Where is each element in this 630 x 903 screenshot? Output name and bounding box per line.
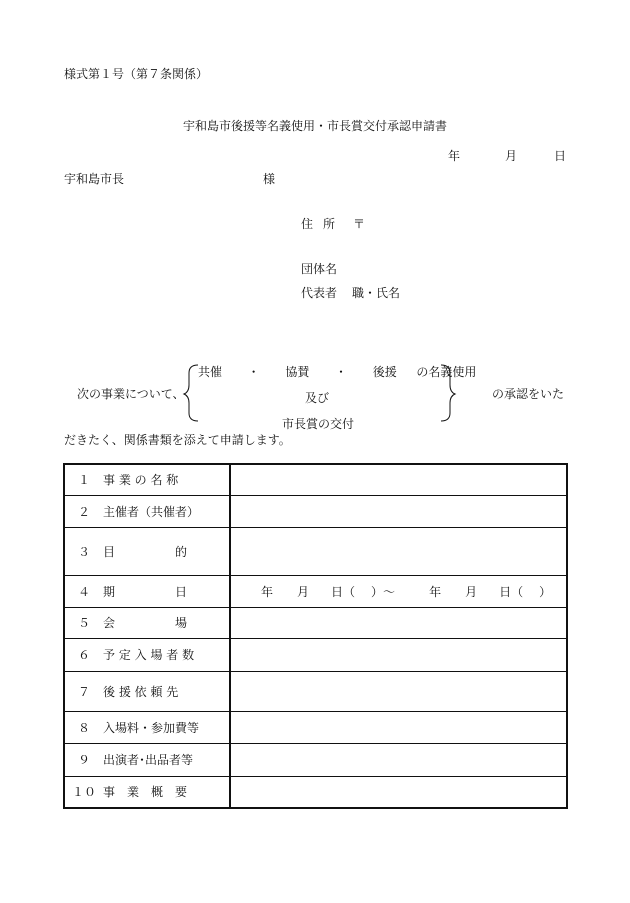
table-row (64, 607, 567, 638)
request-prefix: 次の事業について、 (77, 387, 185, 401)
row-label-support-requested-from: 後 援 依 頼 先 (103, 684, 179, 699)
row-number: ９ (77, 753, 90, 767)
support-requested-from-field[interactable] (230, 671, 567, 711)
organization-label: 団体名 (301, 262, 338, 276)
form-number: 様式第１号（第７条関係） (64, 67, 209, 81)
purpose-field[interactable] (230, 527, 567, 575)
date-day-label: 日 (554, 149, 567, 163)
table-row (64, 527, 567, 575)
end-day: 日（ (499, 584, 524, 599)
table-row (64, 638, 567, 671)
row-number: ４ (77, 584, 90, 599)
performers-field[interactable] (230, 743, 567, 776)
end-month: 月 (465, 584, 478, 599)
request-suffix: の承認をいた (492, 387, 565, 401)
addressee: 宇和島市長 (64, 172, 125, 186)
address-label: 住所 (301, 217, 346, 231)
postal-mark: 〒 (353, 217, 366, 231)
table-row (64, 776, 567, 808)
event-name-field[interactable] (230, 464, 567, 495)
row-label-event-name: 事 業 の 名 称 (103, 473, 179, 488)
date-field[interactable] (230, 575, 567, 607)
left-bracket (184, 365, 198, 421)
table-row (64, 464, 567, 495)
start-year: 年 (261, 584, 274, 599)
table-row (64, 711, 567, 743)
request-options (198, 366, 476, 378)
row-label-fees: 入場料・参加費等 (103, 720, 200, 735)
option-support: 協賛 (285, 365, 310, 379)
row-number: ７ (77, 684, 90, 699)
fees-field[interactable] (230, 711, 567, 743)
row-label-venue: 会 場 (103, 616, 188, 630)
representative-title-name-label: 職・氏名 (352, 286, 401, 300)
row-number: ５ (77, 616, 90, 630)
row-number: ３ (77, 544, 90, 559)
row-label-purpose: 目 的 (103, 544, 188, 559)
option-separator: ・ (247, 365, 260, 379)
start-month: 月 (297, 584, 310, 599)
end-year: 年 (429, 584, 442, 599)
row-number: ２ (77, 504, 90, 519)
addressee-honorific: 様 (263, 172, 276, 186)
table-row (64, 743, 567, 776)
representative-label: 代表者 (301, 286, 338, 300)
option-name-use: の名義使用 (416, 365, 477, 379)
option-backing: 後援 (372, 365, 397, 379)
expected-attendance-field[interactable] (230, 638, 567, 671)
request-award: 市長賞の交付 (282, 417, 355, 431)
row-label-overview: 事 業 概 要 (103, 785, 188, 800)
row-label-performers: 出演者･出品者等 (103, 753, 194, 767)
document-title: 宇和島市後援等名義使用・市長賞交付承認申請書 (182, 119, 447, 133)
start-day: 日（ (331, 584, 356, 599)
overview-field[interactable] (230, 776, 567, 808)
option-co-host: 共催 (198, 365, 223, 379)
organizer-field[interactable] (230, 495, 567, 527)
start-weekday-close: ）～ (371, 584, 396, 599)
table-row (64, 575, 567, 607)
row-label-expected-attendance: 予 定 入 場 者 数 (103, 648, 195, 662)
row-number: １ (77, 473, 90, 488)
venue-field[interactable] (230, 607, 567, 638)
end-weekday-close: ） (539, 584, 552, 599)
row-label-date: 期 日 (103, 584, 188, 599)
row-number: ８ (77, 720, 90, 735)
row-number: ６ (77, 648, 90, 662)
row-label-organizer: 主催者（共催者） (103, 504, 200, 519)
request-and: 及び (305, 391, 330, 405)
date-month-label: 月 (505, 149, 518, 163)
date-year-label: 年 (448, 149, 461, 163)
option-separator: ・ (335, 365, 348, 379)
table-row (64, 495, 567, 527)
request-continuation: だきたく、関係書類を添えて申請します。 (64, 433, 291, 447)
table-row (64, 671, 567, 711)
application-table (63, 463, 568, 809)
row-number: １０ (71, 785, 96, 800)
